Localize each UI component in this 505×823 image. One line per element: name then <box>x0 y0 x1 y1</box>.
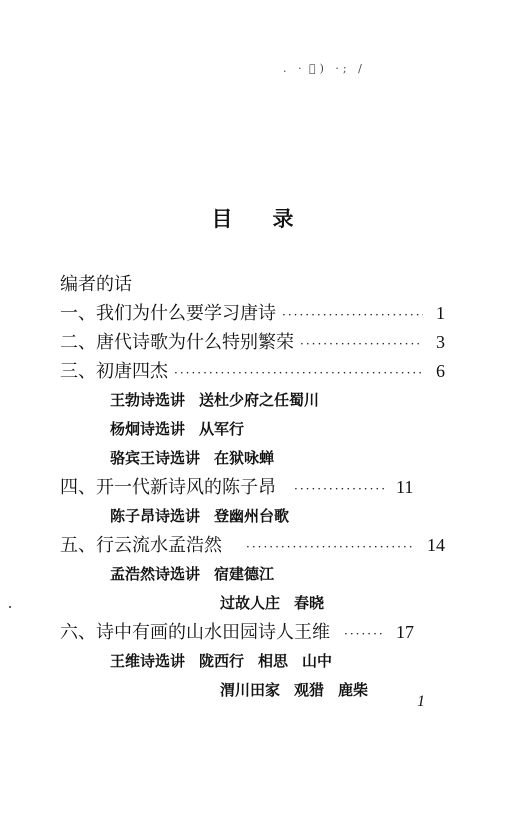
subentry-poem: 山中 <box>302 652 333 670</box>
table-of-contents <box>60 270 445 705</box>
subentry-section: 杨炯诗选讲 <box>110 420 186 438</box>
subentry-poem: 送杜少府之任蜀川 <box>199 391 320 409</box>
toc-entry-label: 二、唐代诗歌为什么特别繁荣 <box>60 332 294 353</box>
toc-entry <box>60 299 445 328</box>
toc-entry-page: 17 <box>396 622 414 642</box>
subentry-poem: 登幽州台歌 <box>214 507 290 525</box>
toc-subentry <box>60 589 445 618</box>
dot-leader <box>294 475 384 504</box>
toc-entry-page: 3 <box>436 332 445 352</box>
toc-subentry <box>60 386 445 415</box>
toc-subentry <box>60 560 445 589</box>
subentry-poem: 过故人庄 <box>220 594 281 612</box>
subentry-poem: 从军行 <box>199 420 245 438</box>
subentry-poem: 春晓 <box>294 594 325 612</box>
toc-entry <box>60 270 445 299</box>
toc-entry <box>60 328 445 357</box>
scan-speck <box>9 606 11 608</box>
toc-entry-label: 三、初唐四杰 <box>60 361 168 382</box>
scan-specks: . · ﾞ) ·; / <box>283 62 366 75</box>
dot-leader <box>344 620 384 649</box>
toc-subentry <box>60 676 445 705</box>
subentry-poem: 相思 <box>258 652 289 670</box>
subentry-section: 陈子昂诗选讲 <box>110 507 201 525</box>
page-number: 1 <box>417 693 425 710</box>
toc-entry <box>60 357 445 386</box>
toc-entry <box>60 618 445 647</box>
toc-entry-page: 1 <box>436 303 445 323</box>
title-char-1: 目 <box>211 207 233 231</box>
page-title <box>0 203 505 233</box>
subentry-section: 孟浩然诗选讲 <box>110 565 201 583</box>
subentry-poem: 在狱咏蝉 <box>214 449 275 467</box>
toc-entry-label: 一、我们为什么要学习唐诗 <box>60 303 276 324</box>
subentry-section: 骆宾王诗选讲 <box>110 449 201 467</box>
subentry-poem: 观猎 <box>294 681 325 699</box>
subentry-section: 王维诗选讲 <box>110 652 186 670</box>
subentry-poem: 宿建德江 <box>214 565 275 583</box>
toc-entry-label: 五、行云流水孟浩然 <box>60 535 222 556</box>
subentry-section: 王勃诗选讲 <box>110 391 186 409</box>
toc-entry-page: 14 <box>427 535 445 555</box>
toc-subentry <box>60 502 445 531</box>
dot-leader <box>282 301 423 330</box>
dot-leader <box>300 330 423 359</box>
toc-subentry <box>60 647 445 676</box>
toc-entry-label: 四、开一代新诗风的陈子昂 <box>60 477 276 498</box>
subentry-poem: 渭川田家 <box>220 681 281 699</box>
dot-leader <box>246 533 415 562</box>
toc-entry <box>60 531 445 560</box>
toc-entry <box>60 473 445 502</box>
title-char-2: 录 <box>272 207 294 231</box>
subentry-poem: 鹿柴 <box>338 681 369 699</box>
toc-entry-label: 六、诗中有画的山水田园诗人王维 <box>60 622 330 643</box>
toc-subentry <box>60 444 445 473</box>
toc-entry-page: 6 <box>436 361 445 381</box>
toc-subentry <box>60 415 445 444</box>
dot-leader <box>174 359 423 388</box>
toc-entry-page: 11 <box>396 477 414 497</box>
toc-entry-label: 编者的话 <box>60 274 132 295</box>
subentry-poem: 陇西行 <box>199 652 245 670</box>
